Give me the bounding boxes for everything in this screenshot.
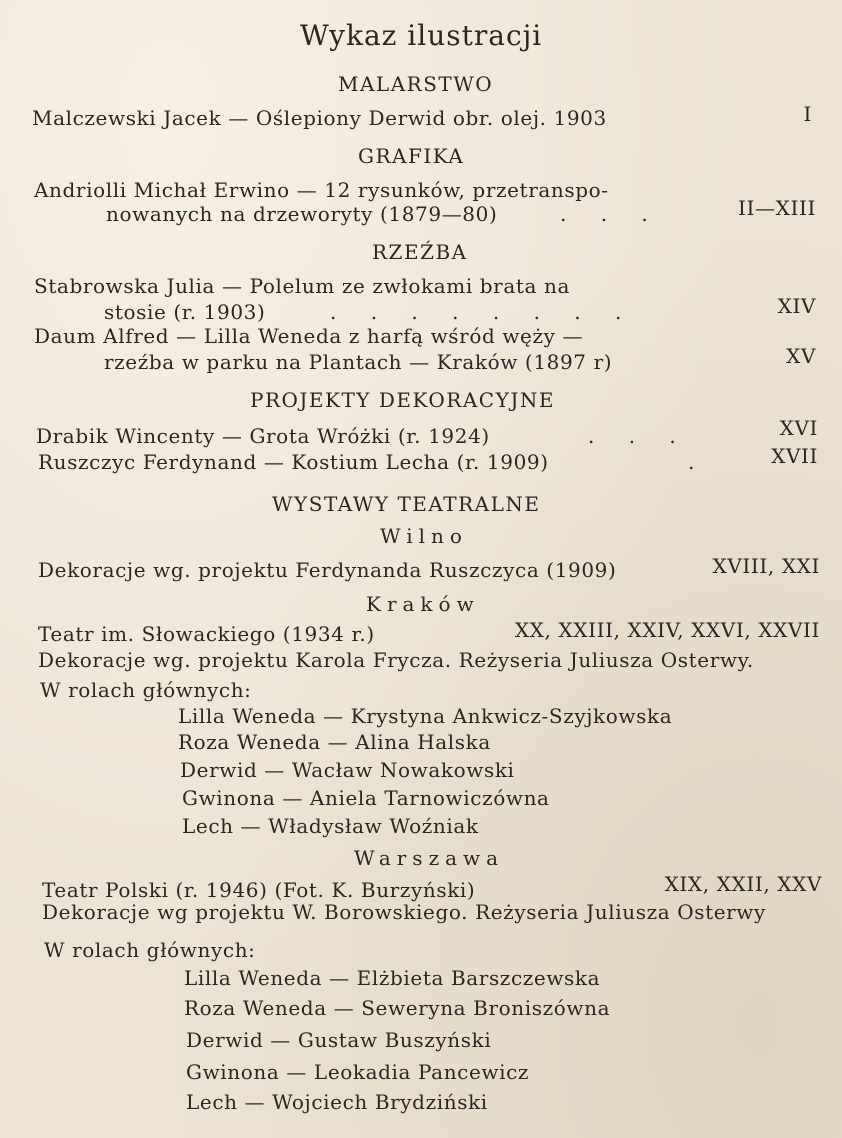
entry-text: nowanych na drzeworyty (1879—80) xyxy=(106,202,498,226)
entry-text: Andriolli Michał Erwino — 12 rysunków, przetranspo- xyxy=(34,178,609,202)
section-heading-wystawy: WYSTAWY TEATRALNE xyxy=(272,492,541,516)
section-heading-malarstwo: MALARSTWO xyxy=(338,72,494,96)
plate-number: XIV xyxy=(777,294,816,318)
entry-text: Dekoracje wg. projektu Ferdynanda Ruszczyca (1909) xyxy=(38,558,617,582)
plate-number: XVIII, XXI xyxy=(712,554,820,578)
theatre-line: Teatr Polski (r. 1946) (Fot. K. Burzyński) xyxy=(42,878,476,902)
cast-line: Roza Weneda — Seweryna Broniszówna xyxy=(184,996,611,1020)
plate-number: XV xyxy=(786,344,816,368)
entry-text: stosie (r. 1903) xyxy=(104,300,266,324)
city-heading-warszawa: Warszawa xyxy=(354,846,505,870)
cast-line: Lilla Weneda — Elżbieta Barszczewska xyxy=(184,966,601,990)
theatre-line: Teatr im. Słowackiego (1934 r.) xyxy=(38,622,375,646)
cast-line: Lilla Weneda — Krystyna Ankwicz-Szyjkowska xyxy=(178,704,673,728)
plate-number: XIX, XXII, XXV xyxy=(664,872,822,896)
decor-line: Dekoracje wg. projektu Karola Frycza. Reżyseria Juliusza Osterwy. xyxy=(38,648,754,672)
entry-text: Malczewski Jacek — Oślepiony Derwid obr. olej. 1903 xyxy=(32,106,607,130)
cast-line: Roza Weneda — Alina Halska xyxy=(178,730,491,754)
section-heading-grafika: GRAFIKA xyxy=(358,144,465,168)
cast-line: Gwinona — Leokadia Pancewicz xyxy=(186,1060,530,1084)
plate-number: I xyxy=(803,102,812,126)
cast-line: Lech — Wojciech Brydziński xyxy=(186,1090,488,1114)
cast-line: Gwinona — Aniela Tarnowiczówna xyxy=(182,786,550,810)
roles-label: W rolach głównych: xyxy=(40,678,252,702)
leader-dots: . . . xyxy=(560,202,662,226)
plate-number: XX, XXIII, XXIV, XXVI, XXVII xyxy=(514,618,820,642)
city-heading-wilno: Wilno xyxy=(380,524,468,548)
plate-number: XVII xyxy=(771,444,818,468)
cast-line: Derwid — Wacław Nowakowski xyxy=(180,758,515,782)
section-heading-projekty: PROJEKTY DEKORACYJNE xyxy=(250,388,555,412)
leader-dots: . . . xyxy=(588,424,690,448)
cast-line: Lech — Władysław Woźniak xyxy=(182,814,479,838)
section-heading-rzezba: RZEŹBA xyxy=(372,240,468,264)
leader-dots: . . . . . . . . xyxy=(330,300,636,324)
leader-dots: . xyxy=(688,450,709,474)
city-heading-krakow: Kraków xyxy=(366,592,480,616)
plate-number: XVI xyxy=(779,416,818,440)
page-title: Wykaz ilustracji xyxy=(300,19,543,52)
entry-text: Daum Alfred — Lilla Weneda z harfą wśród węży — xyxy=(34,324,584,348)
entry-text: Ruszczyc Ferdynand — Kostium Lecha (r. 1909) xyxy=(38,450,549,474)
entry-text: Drabik Wincenty — Grota Wróżki (r. 1924) xyxy=(36,424,490,448)
entry-text: Stabrowska Julia — Polelum ze zwłokami brata na xyxy=(34,274,570,298)
cast-line: Derwid — Gustaw Buszyński xyxy=(186,1028,492,1052)
roles-label: W rolach głównych: xyxy=(44,938,256,962)
entry-text: rzeźba w parku na Plantach — Kraków (1897 r) xyxy=(104,350,613,374)
plate-number: II—XIII xyxy=(738,196,816,220)
decor-line: Dekoracje wg projektu W. Borowskiego. Reżyseria Juliusza Osterwy xyxy=(42,900,766,924)
